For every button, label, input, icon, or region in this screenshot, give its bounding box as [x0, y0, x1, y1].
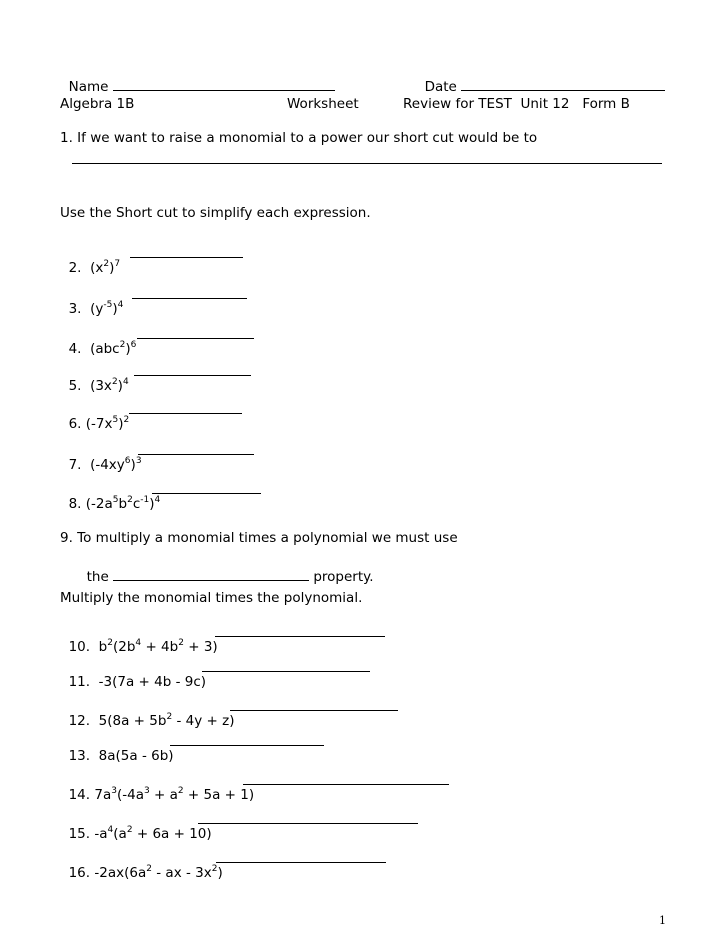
answer-blank-13[interactable]	[170, 745, 324, 746]
answer-blank-4[interactable]	[137, 338, 254, 339]
problem-6: 6. $(-7x^5)^2$	[68, 415, 130, 432]
question-9-answer-blank[interactable]	[113, 568, 309, 581]
answer-blank-12[interactable]	[230, 710, 398, 711]
answer-blank-16[interactable]	[216, 862, 386, 863]
problem-12: 12. $5(8a + 5b^2 - 4y + z)$	[68, 712, 235, 729]
problem-15: 15. $-a^4(a^2 + 6a + 10)$	[68, 825, 212, 842]
review-title	[403, 96, 630, 112]
section-2-instruction: Multiply the monomial times the polynomial.	[60, 590, 363, 606]
problem-16: 16. $-2ax(6a^2$ - ax - $3x^2$)	[68, 864, 223, 881]
answer-blank-3[interactable]	[132, 298, 247, 299]
answer-blank-6[interactable]	[129, 413, 242, 414]
problem-2: 2. $(x^2)^7$	[68, 259, 121, 276]
question-9-line-2: the property.	[86, 569, 374, 585]
answer-blank-14[interactable]	[243, 784, 449, 785]
problem-14: 14. $7a^3(-4a^3 + a^2 + 5a + 1)$	[68, 786, 255, 803]
answer-blank-8[interactable]	[152, 493, 261, 494]
doc-type: Worksheet	[287, 96, 359, 112]
problem-11: 11. -3(7a + 4b - 9c)	[68, 674, 207, 690]
problem-13: 13. 8a(5a - 6b)	[68, 748, 174, 764]
answer-blank-11[interactable]	[202, 671, 370, 672]
question-1: 1. If we want to raise a monomial to a power our short cut would be to	[60, 130, 538, 146]
answer-blank-2[interactable]	[130, 257, 243, 258]
answer-blank-15[interactable]	[198, 823, 418, 824]
section-1-instruction: Use the Short cut to simplify each expression.	[60, 205, 371, 221]
page-number: 1	[659, 914, 666, 927]
review-label: Review for TEST	[403, 96, 512, 112]
date-label: Date	[424, 79, 457, 95]
answer-blank-5[interactable]	[134, 375, 251, 376]
answer-blank-10[interactable]	[215, 636, 385, 637]
question-1-answer-blank[interactable]	[72, 163, 662, 164]
problem-4: 4. $(abc^2)^6$	[68, 340, 137, 357]
problem-3: 3. $(y^{-5})^4$	[68, 300, 124, 317]
name-line	[60, 62, 335, 95]
answer-blank-7[interactable]	[138, 454, 254, 455]
form-label: Form B	[582, 96, 630, 112]
problem-10: 10. $b^2(2b^4 + 4b^2 + 3)$	[68, 638, 218, 655]
unit-label: Unit 12	[520, 96, 570, 112]
question-9: 9. To multiply a monomial times a polynomial we must use	[60, 530, 458, 546]
problem-5: 5. $(3x^2)^4$	[68, 377, 129, 394]
problem-7: 7. $(-4xy^6)^3$	[68, 456, 142, 473]
name-label: Name	[68, 79, 109, 95]
name-blank[interactable]	[113, 78, 335, 91]
date-blank[interactable]	[461, 78, 665, 91]
problem-8: 8. $(-2a^5b^2c^{-1})^4$	[68, 495, 161, 512]
course-label: Algebra 1B	[60, 96, 135, 112]
date-line	[416, 62, 665, 95]
